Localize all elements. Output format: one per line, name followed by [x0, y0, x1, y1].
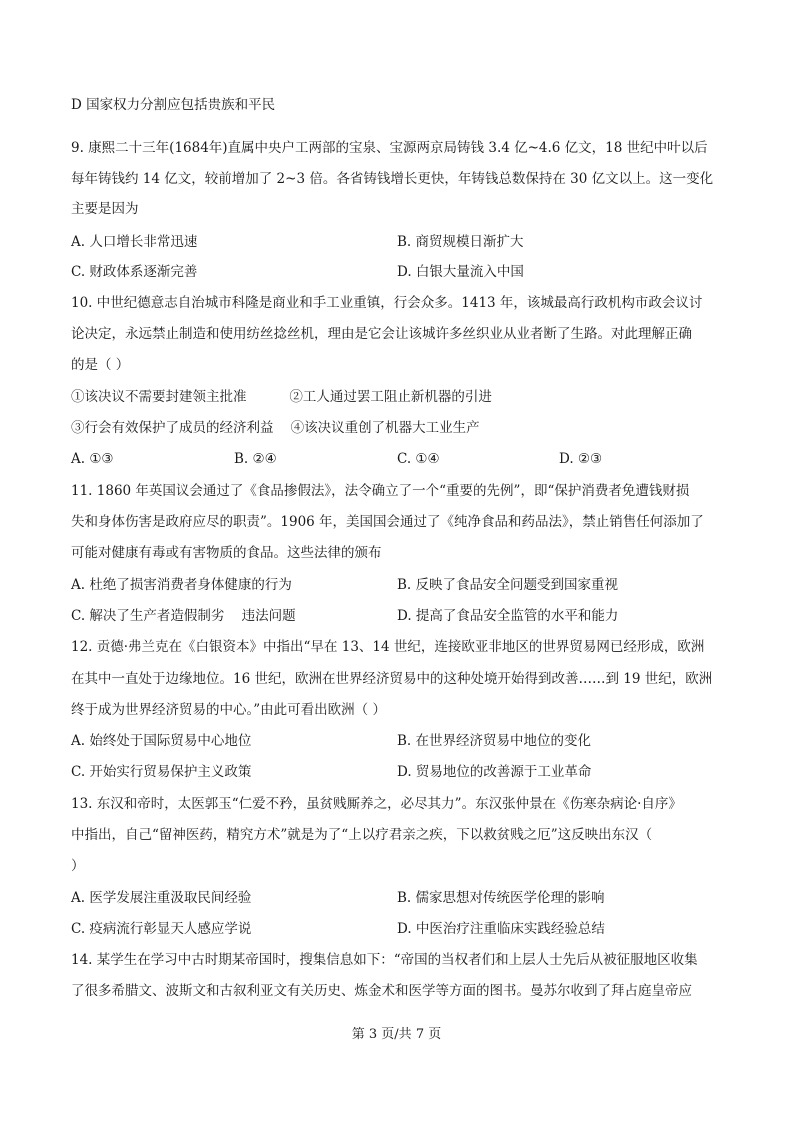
q9-option-b: B. 商贸规模日渐扩大 [397, 234, 524, 250]
q9-stem-line-1: 9. 康熙二十三年(1684年)直属中央户工两部的宝泉、宝源两京局铸钱 3.4 亿~4.6 亿文，18 世纪中叶以后 [71, 140, 708, 156]
q11-option-a: A. 杜绝了损害消费者身体健康的行为 [71, 577, 292, 593]
q10-option-a: A. ①③ [71, 451, 114, 467]
q10-option-b: B. ②④ [234, 451, 277, 467]
q10-stem-line-3: 的是（ ） [71, 357, 130, 373]
q13-option-c: C. 疫病流行彰显天人感应学说 [71, 921, 252, 937]
q11-stem-line-1: 11. 1860 年英国议会通过了《食品掺假法》，法令确立了一个“重要的先例”，即“保护消费者免遭钱财损 [71, 483, 690, 499]
q13-option-d: D. 中医治疗注重临床实践经验总结 [397, 921, 605, 937]
q13-option-a: A. 医学发展注重汲取民间经验 [71, 890, 252, 906]
q12-option-c: C. 开始实行贸易保护主义政策 [71, 764, 252, 780]
q12-option-a: A. 始终处于国际贸易中心地位 [71, 733, 252, 749]
q10-option-c: C. ①④ [397, 451, 440, 467]
q12-option-d: D. 贸易地位的改善源于工业革命 [397, 764, 592, 780]
q13-option-b: B. 儒家思想对传统医学伦理的影响 [397, 890, 605, 906]
q9-option-c: C. 财政体系逐渐完善 [71, 264, 198, 280]
q9-stem-line-2: 每年铸钱约 14 亿文，较前增加了 2~3 倍。各省铸钱增长更快，年铸钱总数保持在 30 亿文以上。这一变化 [71, 171, 714, 187]
q12-option-b: B. 在世界经济贸易中地位的变化 [397, 733, 592, 749]
page-number: 第 3 页/共 7 页 [351, 1027, 442, 1042]
q13-stem-line-1: 13. 东汉和帝时，太医郭玉“仁爱不矜，虽贫贱厮养之，必尽其力”。东汉张仲景在《伤寒杂病论·自序》 [71, 796, 682, 812]
q10-statement-line-1: ①该决议不需要封建领主批准 ②工人通过罢工阻止新机器的引进 [71, 389, 492, 405]
q11-stem-line-2: 失和身体伤害是政府应尽的职责”。1906 年，美国国会通过了《纯净食品和药品法》，禁止销售任何添加了 [71, 514, 704, 530]
q10-option-d: D. ②③ [559, 451, 603, 467]
q9-option-d: D. 白银大量流入中国 [397, 264, 524, 280]
q12-stem-line-2: 在其中一直处于边缘地位。16 世纪，欧洲在世界经济贸易中的这种处境开始得到改善……到 19 世纪，欧洲 [71, 671, 713, 687]
q10-statement-line-2: ③行会有效保护了成员的经济利益 ④该决议重创了机器大工业生产 [71, 420, 480, 436]
q12-stem-line-1: 12. 贡德·弗兰克在《白银资本》中指出“早在 13、14 世纪，连接欧亚非地区的世界贸易网已经形成，欧洲 [71, 639, 705, 655]
q10-stem-line-2: 论决定，永远禁止制造和使用纺丝捻丝机，理由是它会让该城许多丝织业从业者断了生路。对此理解正确 [71, 326, 692, 342]
q12-stem-line-3: 终于成为世界经济贸易的中心。”由此可看出欧洲（ ） [71, 702, 386, 718]
q11-option-d: D. 提高了食品安全监管的水平和能力 [397, 608, 619, 624]
q9-stem-line-3: 主要是因为 [71, 201, 139, 217]
q9-option-a: A. 人口增长非常迅速 [71, 234, 198, 250]
q13-stem-line-3: ） [71, 858, 85, 874]
q14-stem-line-1: 14. 某学生在学习中古时期某帝国时，搜集信息如下：“帝国的当权者们和上层人士先后从被征服地区收集 [71, 952, 698, 968]
q8-option-d: D 国家权力分割应包括贵族和平民 [71, 97, 276, 113]
q10-stem-line-1: 10. 中世纪德意志自治城市科隆是商业和手工业重镇，行会众多。1413 年，该城最高行政机构市政会议讨 [71, 295, 703, 311]
q14-stem-line-2: 了很多希腊文、波斯文和古叙利亚文有关历史、炼金术和医学等方面的图书。曼苏尔收到了拜占庭皇帝应 [71, 983, 692, 999]
q11-stem-line-3: 可能对健康有毒或有害物质的食品。这些法律的颁布 [71, 545, 382, 561]
q11-option-c: C. 解决了生产者造假制劣 违法问题 [71, 608, 296, 624]
q11-option-b: B. 反映了食品安全问题受到国家重视 [397, 577, 619, 593]
q13-stem-line-2: 中指出，自己“留神医药，精究方术”就是为了“上以疗君亲之疾，下以救贫贱之厄”这反映出东汉（ [71, 827, 653, 843]
